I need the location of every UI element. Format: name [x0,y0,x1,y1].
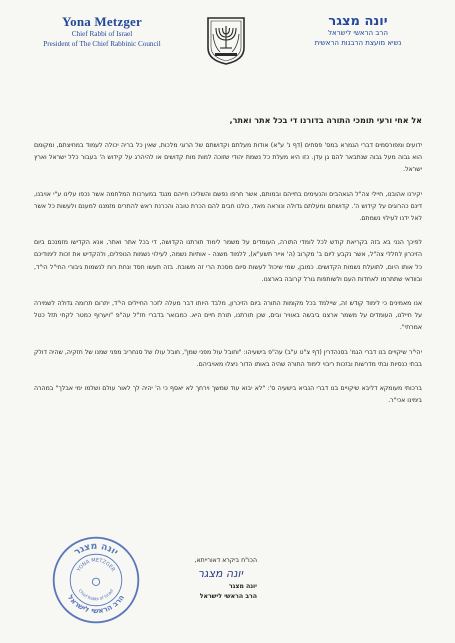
svg-text:Chief Rabbi of Israel [78,588,115,601]
stamp-hebrew-top: יונה מצגר [72,540,121,558]
body-paragraph: אנו מאמינים כי לימוד קודש זה, שיילמד בכל מקומות התורה ביום הזיכרון, מלבד היותו דבר מעלה לזכר החיילים הי"ד, יתרום תרומה גדולה לשמירה על חיילנו, העומדים על משמר ארצנו ביבשה באוויר ובים, שכן תורתנו, תורת חיים היא. כמבואר בדברי חז"ל עה"פ "ויערוף כמטר לקחי תזל כטל אמרתי". [34,300,422,332]
letter-heading: אל אחי ורעי תומכי התורה בדורנו די בכל אתר ואתר, [229,116,422,125]
body-paragraph: ברכותי מעומקא דליבא שיקויים בנו דברי הנביא בישעיה ס': "לא יבוא עוד שמשך וירחך לא יאסף כי ה' יהיה לך לאור עולם ושלמו ימי אבלך" במהרה בימינו אכי"ר. [34,385,422,405]
state-emblem-menorah-icon [205,14,247,66]
council-title-hebrew: נשיא מועצת הרבנות הראשית [314,38,402,47]
rabbi-title-english: Chief Rabbi of Israel [71,30,133,38]
closing-line: הכו"ח ביקרא דאורייתא, [194,557,257,564]
body-paragraph: ידועים ומפורסמים דברי הגמרא במס' פסחים (דף נ' ע"א) אודות מעלתם וקדושתם של הרוגי מלכות, שאין כל בריה יכולה לעמוד במחיצתם, ומקומם הוא גבוה מעל גבוה שנתבאר להם גן עדן. כזו היא מעלת כל נשמת יהודי שזוכה למות מות קדושים או להיהרג על קידוש ה' בעבור כלל ישראל וארץ ישראל. [34,142,422,174]
body-paragraph: יהי"ר שיקויים בנו דברי הגמ' בסנהדרין (דף צ"ט ע"ב) עה"פ בישעיהו: "וחובל עול מפני שמן", חובל עולו של סנחריב מפני שמנו של חזקיה, שהיה דולק בבתי כנסיות ובתי מדרשות ובזכות ריבוי לימוד התורה שהיה באותו הדור ניצלו מאויביהם. [34,348,422,368]
svg-text:YONA METZGER [76,558,117,574]
svg-text:יונה מצגר [72,541,120,558]
letterhead-hebrew [283,14,433,48]
body-paragraph: יקירנו אהובנו, חיילי צה"ל הגאהבים והנעימים בחייהם ובמותם, אשר חרפו נפשם והשליכו חייהם מנגד במערכות המלחמה אשר נכפו עלינו ע"י אויבנו, דינם כהרוגים על קידוש ה'. קדושתם ומעלתם גדולה ונוראה מאד, כולנו חבים להם הכרת טובה והכרנת ראש להתרים מזמננו למענם ולעשות כל אשר לאל ידנו לעילוי נשמתם. [34,190,422,223]
handwritten-signature: יונה מצגר [197,567,243,580]
rabbi-title-hebrew: הרב הראשי לישראל [328,29,388,37]
rabbi-name-english: Yona Metzger [61,14,142,29]
letter-body [34,116,422,419]
letterhead-english [22,14,182,49]
official-stamp [50,534,142,626]
council-title-english: President of The Chief Rabbinic Council [43,39,161,48]
closing-block [147,556,257,602]
stamp-english-top: YONA METZGER [76,557,116,573]
rabbi-name-hebrew: יונה מצגר [328,14,388,29]
body-paragraph: לפיכך הנני בא בזה בקריאת קודש לכל לומדי התורה, העומדים על משמר לימוד תורתנו הקדושה, די בכל אתר ואתר, אנא הקדישו מזמנכם ביום הזיכרון לחללי צה"ל, אשר נקבע ליום ב' מקרוב (ה' אייר תשע"א), ללמוד משנה - אותיות נשמה, לעילוי נשמות הנופלים, ולהקדיש את זכות לימודיכם כל אותו היום, לתועלת נשמות הקדושים. כמובן, שמי שיכול לעשות סיום מסכת הרי זה משובח. בזה תעשו חסד ונחת רוח לנשמות גיבורי החי"ל הי"ד, ובוודאי שתתרמו לאחדות העם ולשותפות גורל קרובה בארצנו. [34,239,422,283]
signer-title: הרב הראשי לישראל [199,593,257,600]
stamp-english-bottom: Chief Rabbi of Israel [77,588,115,602]
stamp-hebrew-bottom: הרב הראשי לישראל [65,593,127,616]
signer-name: יונה מצגר [228,583,257,590]
